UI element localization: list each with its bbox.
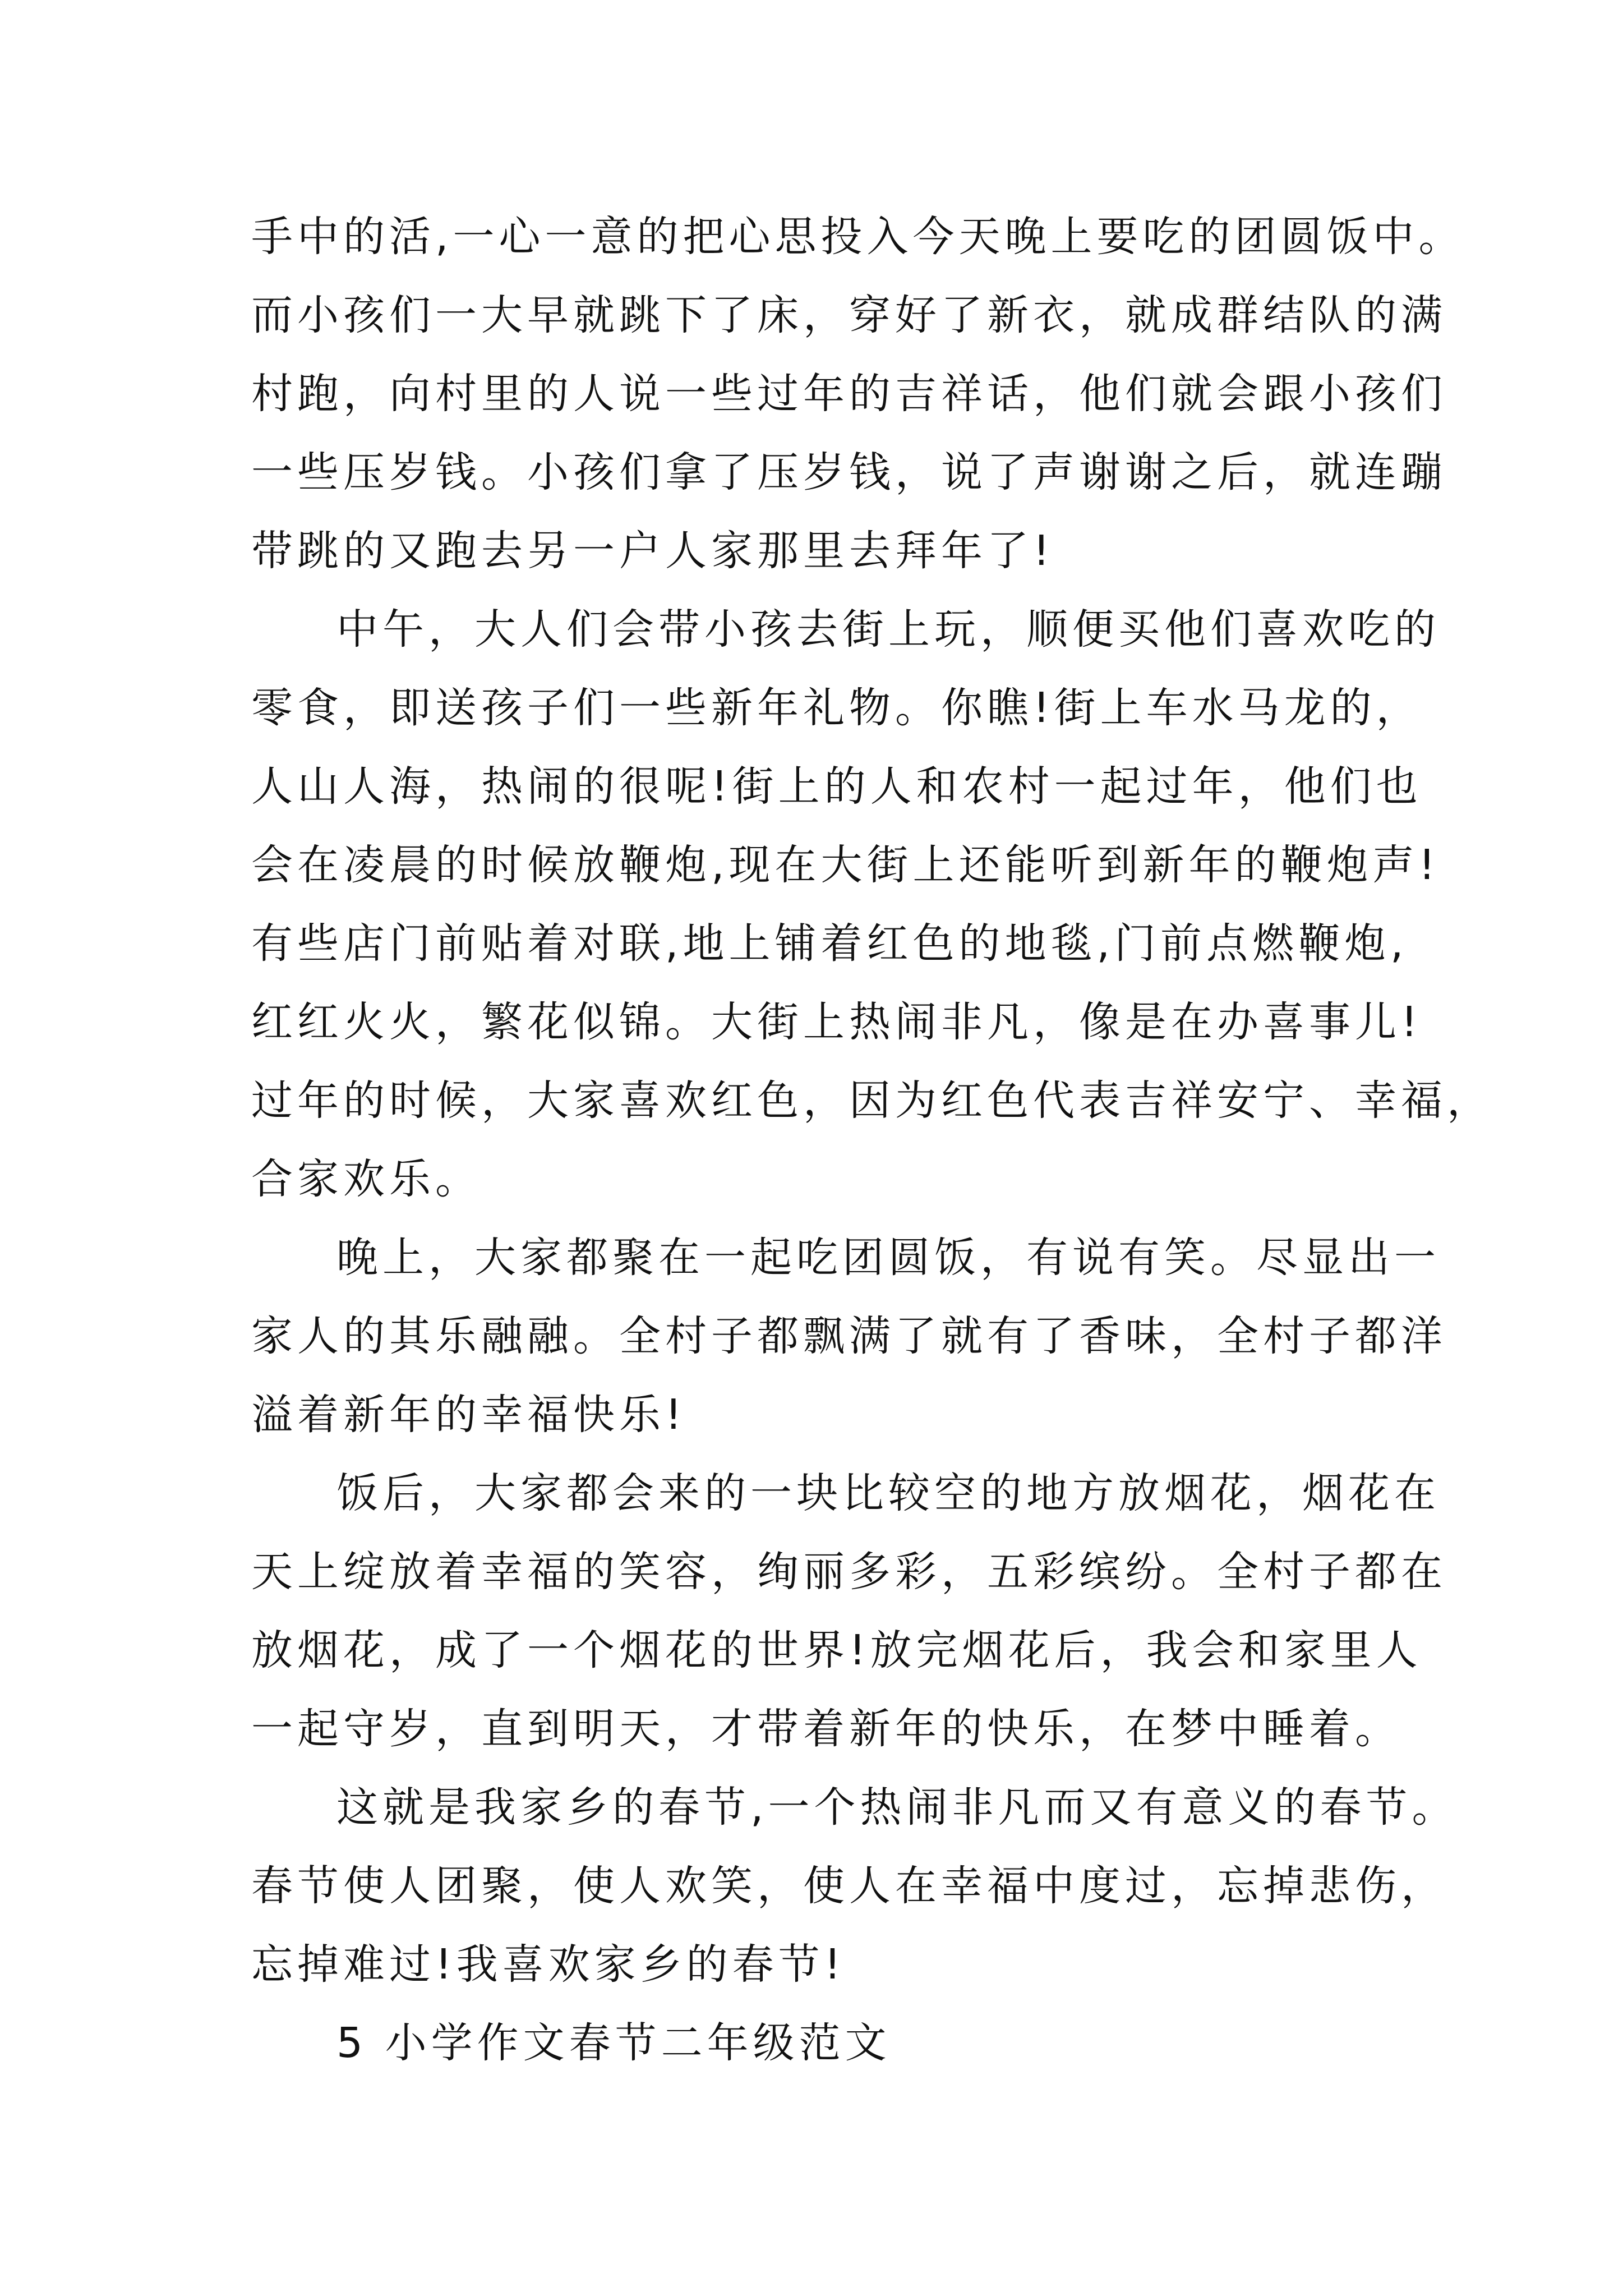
text-line: 有些店门前贴着对联,地上铺着红色的地毯,门前点燃鞭炮,	[251, 919, 1408, 968]
text-line: 村跑，向村里的人说一些过年的吉祥话，他们就会跟小孩们	[251, 370, 1447, 418]
text-line: 天上绽放着幸福的笑容，绚丽多彩，五彩缤纷。全村子都在	[251, 1548, 1447, 1596]
text-line: 溢着新年的幸福快乐!	[251, 1391, 686, 1439]
text-line: 带跳的又跑去另一户人家那里去拜年了!	[251, 527, 1054, 575]
text-line: 手中的活,一心一意的把心思投入今天晚上要吃的团圆饭中。	[251, 213, 1465, 261]
text-line: 春节使人团聚，使人欢笑，使人在幸福中度过，忘掉悲伤，	[251, 1862, 1447, 1910]
text-line: 放烟花，成了一个烟花的世界!放完烟花后，我会和家里人	[251, 1626, 1422, 1674]
paragraph-start-line: 中午，大人们会带小孩去街上玩，顺便买他们喜欢吃的	[336, 605, 1440, 654]
text-line: 过年的时候，大家喜欢红色，因为红色代表吉祥安宁、幸福，	[251, 1076, 1493, 1125]
text-line: 零食，即送孩子们一些新年礼物。你瞧!街上车水马龙的，	[251, 684, 1422, 732]
text-line: 一些压岁钱。小孩们拿了压岁钱，说了声谢谢之后，就连蹦	[251, 448, 1447, 496]
text-line: 会在凌晨的时候放鞭炮,现在大街上还能听到新年的鞭炮声!	[251, 841, 1440, 889]
paragraph-start-line: 晚上，大家都聚在一起吃团圆饭，有说有笑。尽显出一	[336, 1234, 1440, 1282]
section-heading: 5 小学作文春节二年级范文	[336, 2019, 891, 2067]
text-line: 人山人海，热闹的很呢!街上的人和农村一起过年，他们也	[251, 762, 1422, 811]
text-line: 一起守岁，直到明天，才带着新年的快乐，在梦中睡着。	[251, 1705, 1401, 1753]
paragraph-start-line: 这就是我家乡的春节,一个热闹非凡而又有意义的春节。	[336, 1783, 1458, 1832]
text-line: 忘掉难过!我喜欢家乡的春节!	[251, 1940, 846, 1989]
text-line: 而小孩们一大早就跳下了床，穿好了新衣，就成群结队的满	[251, 291, 1447, 339]
text-line: 红红火火，繁花似锦。大街上热闹非凡，像是在办喜事儿!	[251, 998, 1422, 1046]
paragraph-start-line: 饭后，大家都会来的一块比较空的地方放烟花，烟花在	[336, 1469, 1440, 1517]
text-line: 家人的其乐融融。全村子都飘满了就有了香味，全村子都洋	[251, 1312, 1447, 1360]
text-line: 合家欢乐。	[251, 1155, 481, 1203]
